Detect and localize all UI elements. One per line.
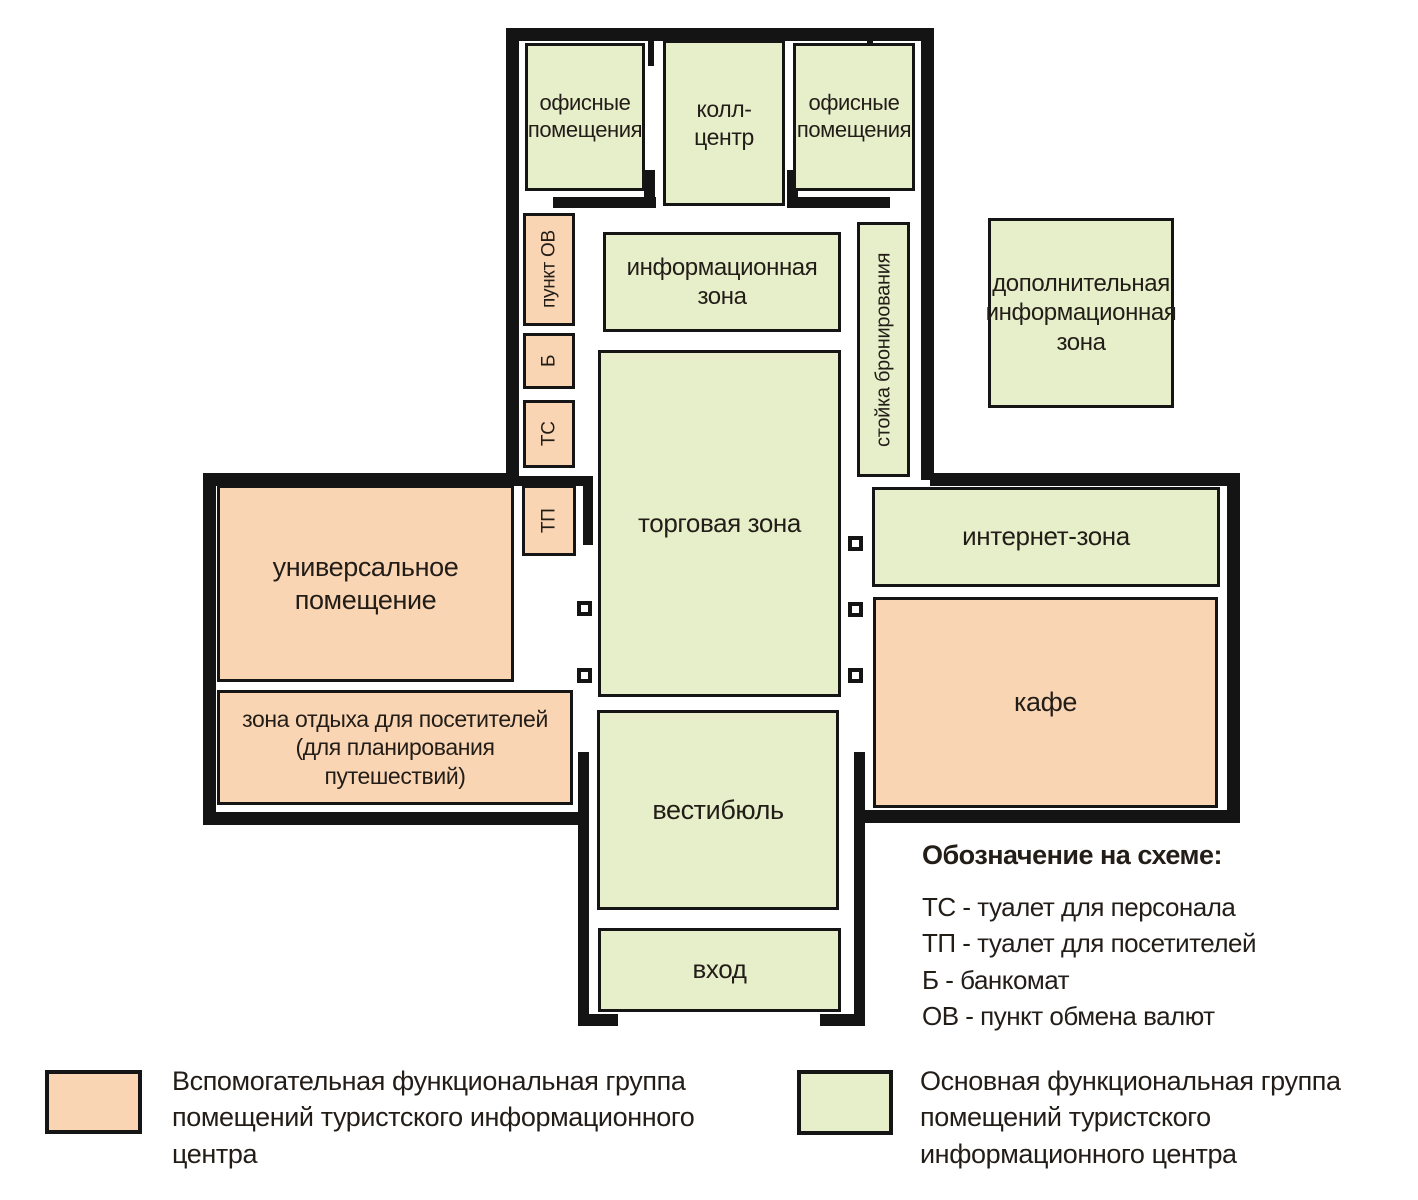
door-symbol [848, 536, 863, 551]
room-cafe: кафе [873, 597, 1218, 808]
wall-segment [1227, 473, 1240, 823]
legend-item-ov: ОВ - пункт обмена валют [922, 1001, 1215, 1032]
auxiliary-group-swatch [45, 1070, 142, 1134]
wall-segment [578, 752, 589, 1026]
wall-segment [583, 484, 593, 545]
door-symbol [577, 601, 592, 616]
room-office-right: офисные помещения [793, 43, 915, 191]
room-entrance: вход [598, 928, 841, 1012]
symbols-legend [922, 840, 1412, 1035]
wall-segment [203, 812, 581, 825]
wall-segment [506, 28, 519, 480]
room-universal: универсальное помещение [217, 485, 514, 682]
wall-segment [930, 473, 1240, 486]
wall-segment [857, 810, 1240, 823]
room-call-center: колл-центр [663, 40, 785, 206]
room-staff-toilet: ТС [523, 400, 575, 468]
room-office-left: офисные помещения [525, 43, 645, 191]
room-trade-zone: торговая зона [598, 350, 841, 697]
room-rest-zone: зона отдыха для посетителей (для планирования путешествий) [217, 690, 573, 805]
wall-segment [820, 1014, 865, 1026]
room-vestibule: вестибюль [597, 710, 839, 910]
room-exchange-point: пункт ОВ [523, 213, 575, 326]
room-visitor-toilet: ТП [522, 485, 576, 556]
legend-item-tc: ТС - туалет для персонала [922, 892, 1236, 922]
room-additional-info-zone: дополнительная информационная зона [988, 218, 1174, 408]
legend-item-b: Б - банкомат [922, 964, 1070, 995]
room-internet-zone: интернет-зона [872, 487, 1220, 587]
wall-segment [203, 473, 216, 825]
wall-segment [921, 28, 934, 480]
room-atm: Б [523, 333, 575, 389]
room-booking-desk: стойка бронирования [857, 222, 910, 477]
main-group-swatch [797, 1070, 893, 1135]
wall-segment [644, 170, 655, 208]
door-symbol [848, 602, 863, 617]
auxiliary-group-caption: Вспомогательная функциональная группа помещений туристского информационного центра [172, 1066, 695, 1169]
wall-segment [578, 1014, 618, 1026]
door-symbol [577, 668, 592, 683]
wall-segment [648, 40, 654, 66]
wall-segment [787, 197, 890, 208]
main-group-caption: Основная функциональная группа помещений туристского информационного центра [920, 1066, 1341, 1169]
symbols-legend-title: Обозначение на схеме: [922, 840, 1222, 870]
legend-item-tp: ТП - туалет для посетителей [922, 928, 1257, 959]
room-info-zone: информационная зона [603, 232, 841, 332]
door-symbol [848, 668, 863, 683]
wall-segment [854, 752, 865, 1026]
wall-segment [553, 197, 656, 208]
